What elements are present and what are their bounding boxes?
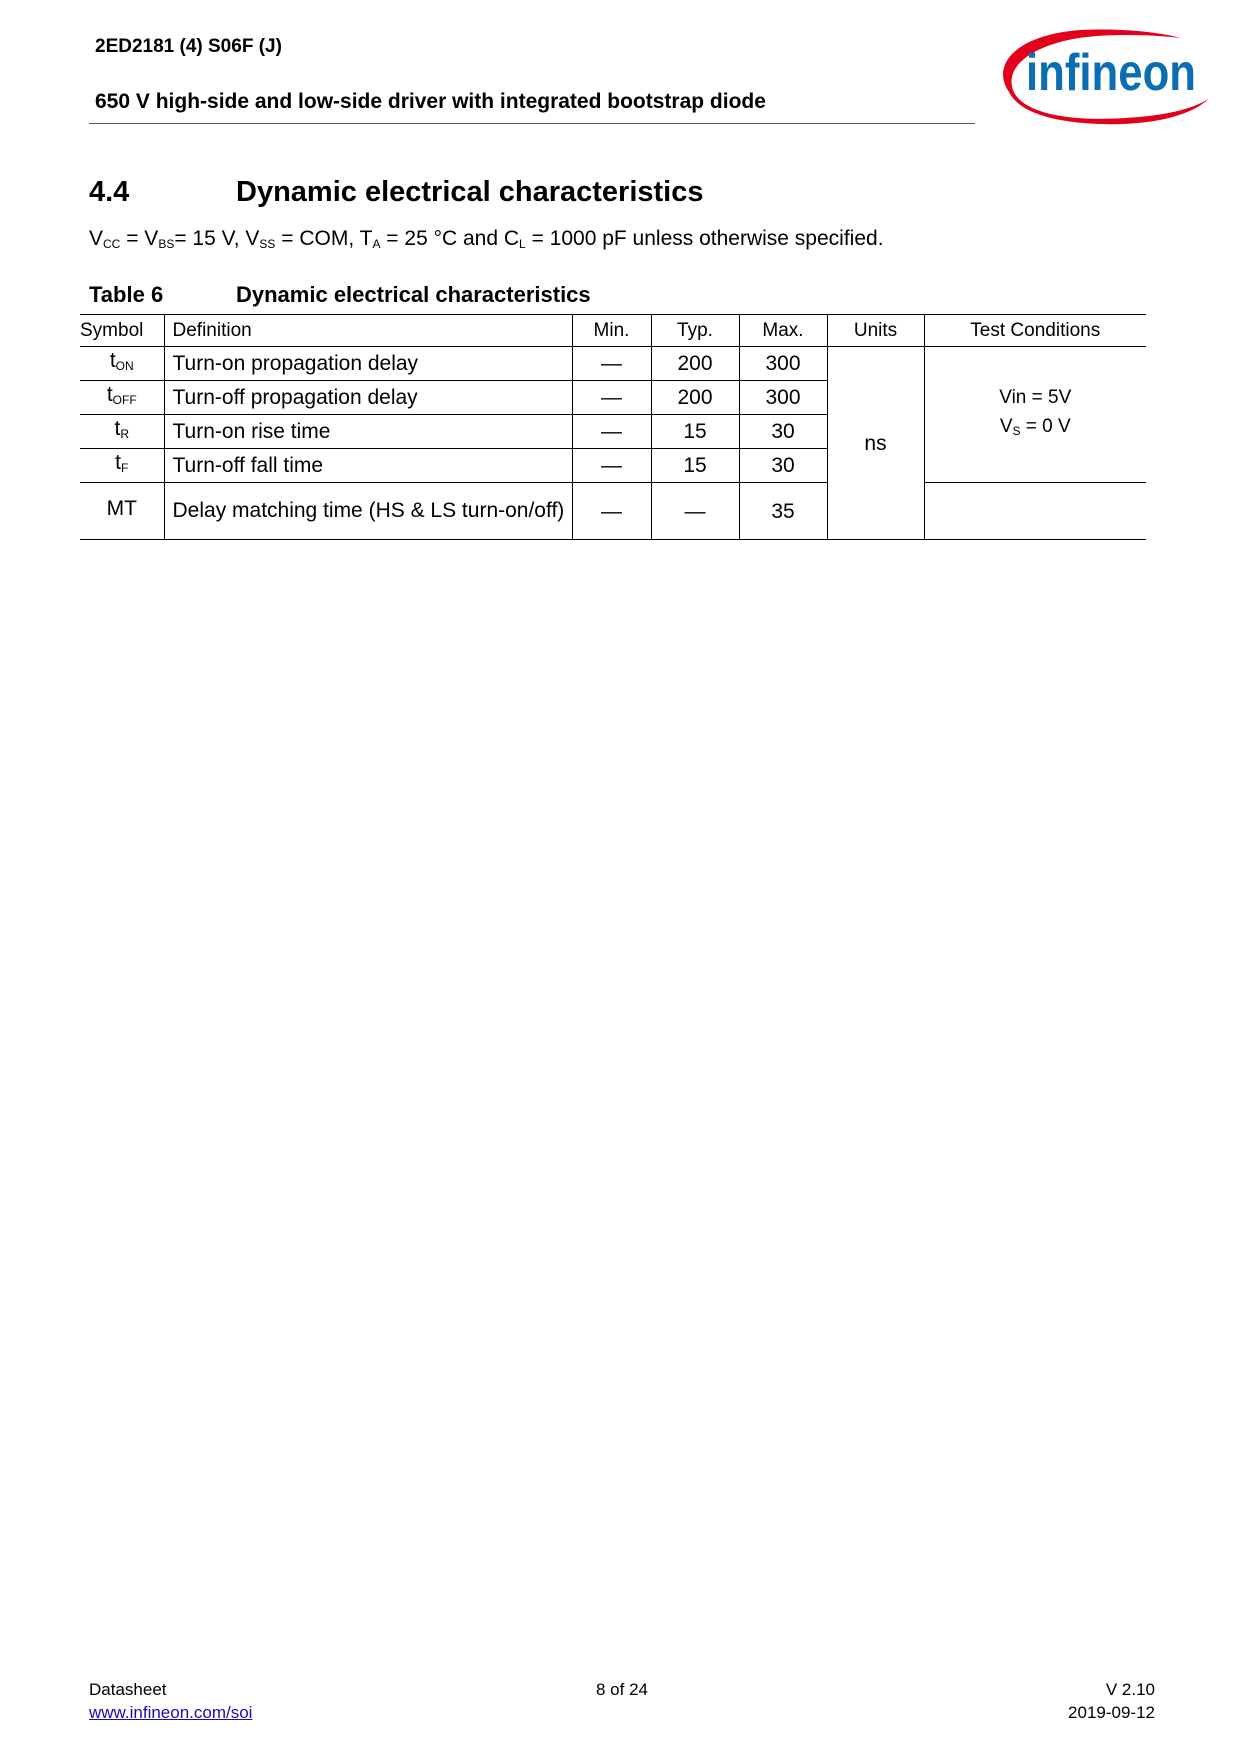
min-cell: — (572, 483, 651, 540)
typ-cell: 200 (651, 347, 739, 381)
cond-cl: C (503, 227, 520, 250)
symbol-subscript: ON (115, 359, 134, 373)
symbol-cell (80, 347, 164, 381)
symbol-text: t (115, 451, 121, 474)
cond-vcc: V (89, 227, 104, 250)
typ-cell: 15 (651, 449, 739, 483)
table-row (80, 347, 1146, 381)
definition-cell: Turn-off propagation delay (164, 381, 572, 415)
table-number: Table 6 (89, 282, 164, 307)
symbol-subscript: OFF (112, 393, 137, 407)
definition-cell: Turn-on propagation delay (164, 347, 572, 381)
min-cell: — (572, 381, 651, 415)
header-units: Units (827, 315, 924, 347)
table-row (80, 483, 1146, 540)
dynamic-characteristics-table (80, 314, 1146, 540)
symbol-text: t (106, 383, 113, 406)
conditions-line (89, 227, 884, 251)
cond-eq2: = 15 V, (174, 227, 246, 250)
test-conditions-cell (924, 347, 1146, 483)
test-condition-vin: Vin = 5V (999, 387, 1072, 408)
cond-eq3: = COM, (275, 227, 360, 250)
header-test-conditions: Test Conditions (924, 315, 1146, 347)
header-max: Max. (739, 315, 827, 347)
min-cell: — (572, 415, 651, 449)
typ-cell: 200 (651, 381, 739, 415)
header-symbol: Symbol (80, 315, 164, 347)
cond-cl-sub: L (519, 237, 526, 251)
cond-vbs-sub: BS (158, 237, 175, 251)
symbol-cell (80, 381, 164, 415)
typ-cell: — (651, 483, 739, 540)
test-condition-vs (925, 412, 1147, 446)
min-cell: — (572, 449, 651, 483)
section-number: 4.4 (89, 176, 130, 208)
symbol-subscript: F (121, 461, 129, 475)
max-cell: 300 (739, 381, 827, 415)
page-number: 8 of 24 (596, 1680, 648, 1699)
test-condition-vs-value: = 0 V (1020, 416, 1071, 437)
footer-label: Datasheet (89, 1680, 167, 1699)
document-id: 2ED2181 (4) S06F (J) (95, 36, 282, 57)
header-typ: Typ. (651, 315, 739, 347)
header-definition: Definition (164, 315, 572, 347)
test-condition-vs-sub: S (1012, 424, 1021, 438)
section-title: Dynamic electrical characteristics (236, 176, 704, 208)
symbol-cell (80, 449, 164, 483)
definition-cell: Delay matching time (HS & LS turn-on/off) (164, 483, 572, 540)
symbol-cell (80, 415, 164, 449)
max-cell: 30 (739, 449, 827, 483)
cond-eq4: = 25 °C and (380, 227, 504, 250)
infineon-logo (995, 28, 1215, 126)
cond-ta-sub: A (372, 237, 381, 251)
header-divider (89, 123, 975, 124)
document-date: 2019-09-12 (1068, 1703, 1155, 1722)
table-header-row (80, 315, 1146, 347)
definition-cell: Turn-off fall time (164, 449, 572, 483)
empty-test-conditions-cell (924, 483, 1146, 540)
max-cell: 35 (739, 483, 827, 540)
min-cell: — (572, 347, 651, 381)
symbol-cell (80, 483, 164, 540)
symbol-text: t (114, 417, 121, 440)
document-subtitle: 650 V high-side and low-side driver with integrated bootstrap diode (95, 90, 766, 113)
cond-vss: V (245, 227, 260, 250)
footer-link[interactable]: www.infineon.com/soi (89, 1703, 253, 1722)
cond-eq5: = 1000 pF unless otherwise specified. (525, 227, 884, 250)
symbol-subscript: R (120, 427, 129, 441)
logo-wordmark: infineon (1026, 44, 1196, 102)
document-version: V 2.10 (1105, 1680, 1155, 1699)
test-condition-vs-symbol: V (999, 416, 1013, 437)
cond-vcc-sub: CC (103, 237, 121, 251)
header-min: Min. (572, 315, 651, 347)
symbol-text: t (109, 349, 116, 372)
max-cell: 30 (739, 415, 827, 449)
definition-cell: Turn-on rise time (164, 415, 572, 449)
typ-cell: 15 (651, 415, 739, 449)
table-title: Dynamic electrical characteristics (236, 282, 591, 307)
cond-vbs: V (144, 227, 159, 250)
units-cell: ns (827, 347, 924, 540)
max-cell: 300 (739, 347, 827, 381)
cond-vss-sub: SS (259, 237, 276, 251)
symbol-text: MT (106, 496, 137, 520)
cond-eq1: = (120, 227, 145, 250)
cond-ta: T (359, 227, 373, 250)
